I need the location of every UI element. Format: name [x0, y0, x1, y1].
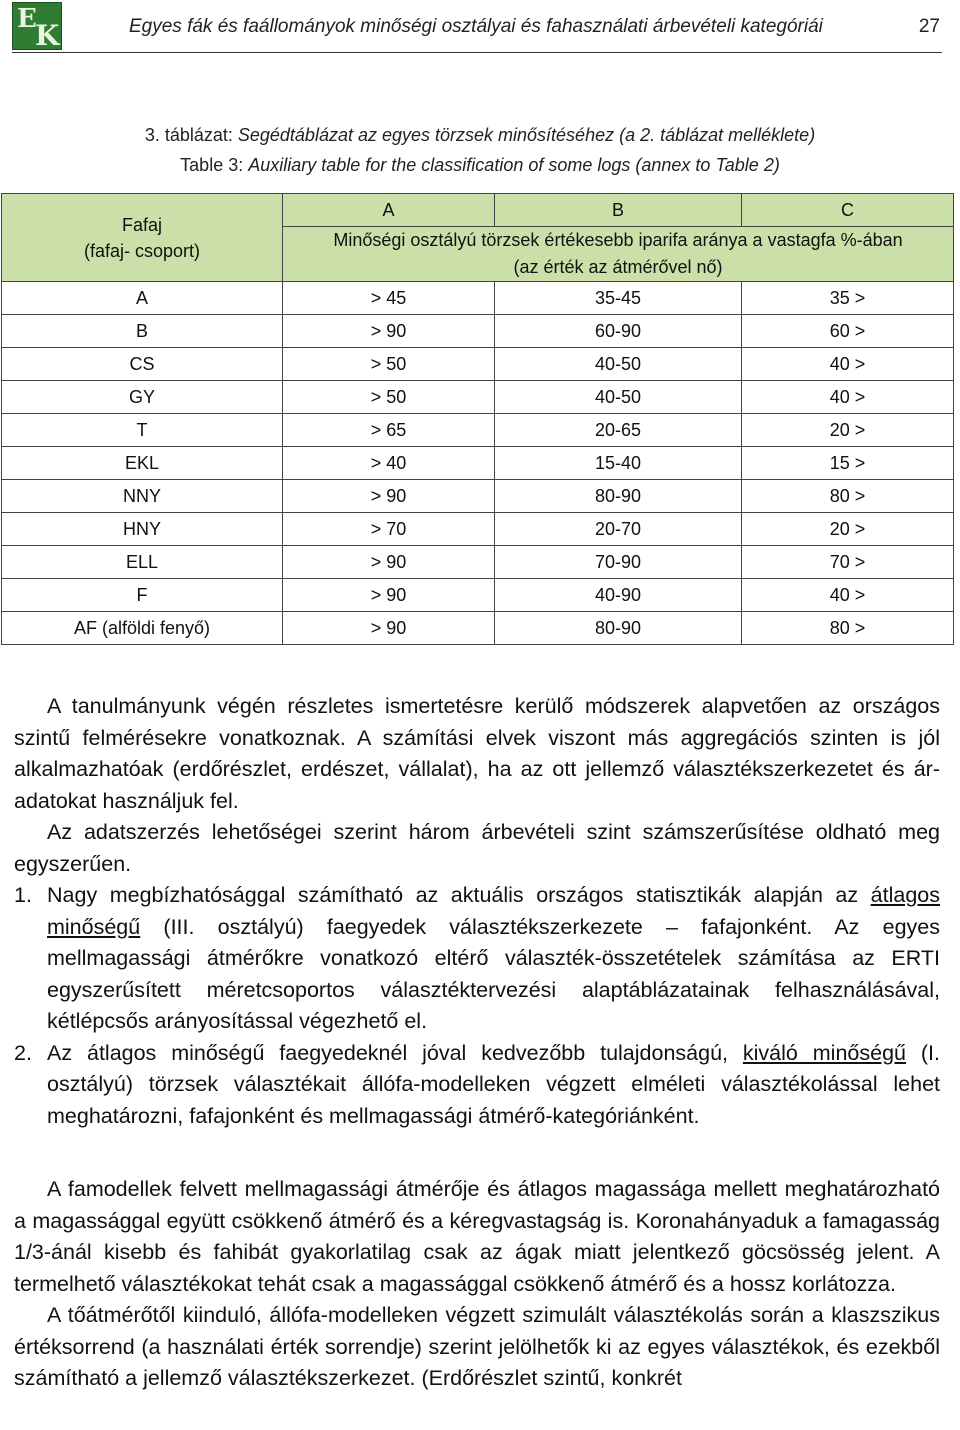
logo-letter-e: E [17, 4, 37, 34]
classification-table [1, 193, 954, 645]
class-b-cell: 70-90 [495, 546, 742, 579]
class-c-cell: 20 > [742, 414, 954, 447]
caption-en-text: Auxiliary table for the classification of some logs (annex to Table 2) [248, 155, 780, 175]
table-body [2, 282, 954, 645]
table-row [2, 414, 954, 447]
table-row [2, 348, 954, 381]
class-c-cell: 20 > [742, 513, 954, 546]
class-b-cell: 35-45 [495, 282, 742, 315]
col-header-a: A [283, 194, 495, 227]
class-c-cell: 70 > [742, 546, 954, 579]
page-header [12, 2, 942, 53]
col-header-b: B [495, 194, 742, 227]
caption-hu-prefix: 3. táblázat: [144, 125, 238, 145]
species-cell: A [2, 282, 283, 315]
ek-logo-icon [12, 2, 62, 50]
list-number-1: 1. [14, 883, 32, 907]
class-a-cell: > 90 [283, 546, 495, 579]
class-a-cell: > 90 [283, 612, 495, 645]
table-row [2, 447, 954, 480]
class-c-cell: 40 > [742, 348, 954, 381]
table-row [2, 579, 954, 612]
table-row [2, 480, 954, 513]
body-text [14, 691, 940, 1132]
caption-en-prefix: Table 3: [180, 155, 249, 175]
paragraph-2: Az adatszerzés lehetőségei szerint három árbevételi szint számszerűsítése oldható meg egyszerűen. [14, 820, 940, 876]
species-cell: EKL [2, 447, 283, 480]
class-b-cell: 15-40 [495, 447, 742, 480]
class-c-cell: 15 > [742, 447, 954, 480]
species-cell: HNY [2, 513, 283, 546]
table-row [2, 546, 954, 579]
species-cell: GY [2, 381, 283, 414]
paragraph-3: A famodellek felvett mellmagassági átmérője és átlagos magassága mellett meghatározható a magassággal együtt csökkenő átmérő és a kéregvastagság is. Koronahányaduk a famagasság 1/3-ánál kisebb és fahibát gyakorlatilag csak az ágak miatt jelentkező göcsösség jelent. A termelhető választékokat tehát csak a magassággal csökkenő átmérő és a hossz korlátozza. [14, 1177, 940, 1296]
table-caption-hu [0, 125, 960, 146]
col-description-line2: (az érték az átmérővel nő) [513, 257, 723, 277]
species-cell: NNY [2, 480, 283, 513]
list-item-1-text-a: Nagy megbízhatósággal számítható az aktuális országos statisztikák alapján az [47, 883, 871, 907]
table-caption-en [0, 155, 960, 176]
paragraph-4: A tőátmérőtől kiinduló, állófa-modelleken végzett szimulált választékolás során a klaszszikus értéksorrend (a használati érték sorrendje) szerint jelölhetők ki az egyes választékok, és ezekből számítható a jellemző választékszerkezet. (Erdőrészlet szintű, konkrét [14, 1303, 940, 1390]
table-row [2, 612, 954, 645]
species-header [2, 194, 283, 282]
list-item-2-text-a: Az átlagos minőségű faegyedeknél jóval kedvezőbb tulajdonságú, [47, 1040, 743, 1065]
class-a-cell: > 90 [283, 579, 495, 612]
species-cell: B [2, 315, 283, 348]
class-b-cell: 40-90 [495, 579, 742, 612]
list-item-1-underlined: átlagos minőségű [47, 883, 940, 939]
species-cell: F [2, 579, 283, 612]
list-item-1-text-b: (III. osztályú) faegyedek választékszerkezete – fafajonként. Az egyes mellmagassági átmérőkre vonatkozó eltérő választék-összetételek számítása az ERTI egyszerűsített méretcsoportos választéktervezési alaptáblázatainak felhasználásával, kétlépcsős arányosítással végezhető el. [47, 914, 940, 1033]
species-header-line1: Fafaj [121, 214, 163, 235]
species-cell: T [2, 414, 283, 447]
class-b-cell: 20-65 [495, 414, 742, 447]
class-a-cell: > 50 [283, 348, 495, 381]
species-header-line2: (fafaj- csoport) [83, 240, 201, 261]
species-cell: AF (alföldi fenyő) [2, 612, 283, 645]
list-item-2 [14, 1038, 940, 1133]
class-c-cell: 40 > [742, 381, 954, 414]
class-b-cell: 40-50 [495, 348, 742, 381]
species-cell: ELL [2, 546, 283, 579]
class-b-cell: 40-50 [495, 381, 742, 414]
list-item-2-underlined: kiváló minőségű [742, 1040, 906, 1065]
col-description [283, 227, 954, 282]
class-a-cell: > 50 [283, 381, 495, 414]
class-a-cell: > 70 [283, 513, 495, 546]
class-a-cell: > 45 [283, 282, 495, 315]
class-c-cell: 35 > [742, 282, 954, 315]
table-row [2, 381, 954, 414]
class-a-cell: > 65 [283, 414, 495, 447]
class-b-cell: 80-90 [495, 612, 742, 645]
class-c-cell: 60 > [742, 315, 954, 348]
class-c-cell: 40 > [742, 579, 954, 612]
table-row [2, 513, 954, 546]
col-header-c: C [742, 194, 954, 227]
class-b-cell: 80-90 [495, 480, 742, 513]
class-a-cell: > 40 [283, 447, 495, 480]
class-c-cell: 80 > [742, 612, 954, 645]
class-a-cell: > 90 [283, 480, 495, 513]
list-item-1 [14, 880, 940, 1038]
running-title: Egyes fák és faállományok minőségi osztályai és fahasználati árbevételi kategóriái [129, 16, 823, 37]
paragraph-1: A tanulmányunk végén részletes ismertetésre kerülő módszerek alapvetően az országos szintű felmérésekre vonatkoznak. A számítási elvek viszont más aggregációs szinten is jól alkalmazhatóak (erdőrészlet, erdészet, vállalat), ha az ott jellemző választékszerkezetet és ár-adatokat használjuk fel. [14, 694, 940, 813]
list-item-2-text-b: (I. osztályú) törzsek választékait állófa-modelleken végzett elméleti választékolással lehet meghatározni, fafajonként és mellmagassági átmérő-kategóriánként. [47, 1040, 940, 1128]
class-b-cell: 20-70 [495, 513, 742, 546]
list-number-2: 2. [14, 1040, 32, 1065]
table-row [2, 315, 954, 348]
table-row [2, 282, 954, 315]
body-text-2 [14, 1174, 940, 1395]
col-description-line1: Minőségi osztályú törzsek értékesebb iparifa aránya a vastagfa %-ában [333, 230, 903, 250]
class-b-cell: 60-90 [495, 315, 742, 348]
caption-hu-text: Segédtáblázat az egyes törzsek minősítéséhez (a 2. táblázat melléklete) [237, 125, 816, 145]
class-a-cell: > 90 [283, 315, 495, 348]
class-c-cell: 80 > [742, 480, 954, 513]
page-number: 27 [918, 16, 940, 37]
species-cell: CS [2, 348, 283, 381]
logo-letter-k: K [35, 19, 60, 52]
